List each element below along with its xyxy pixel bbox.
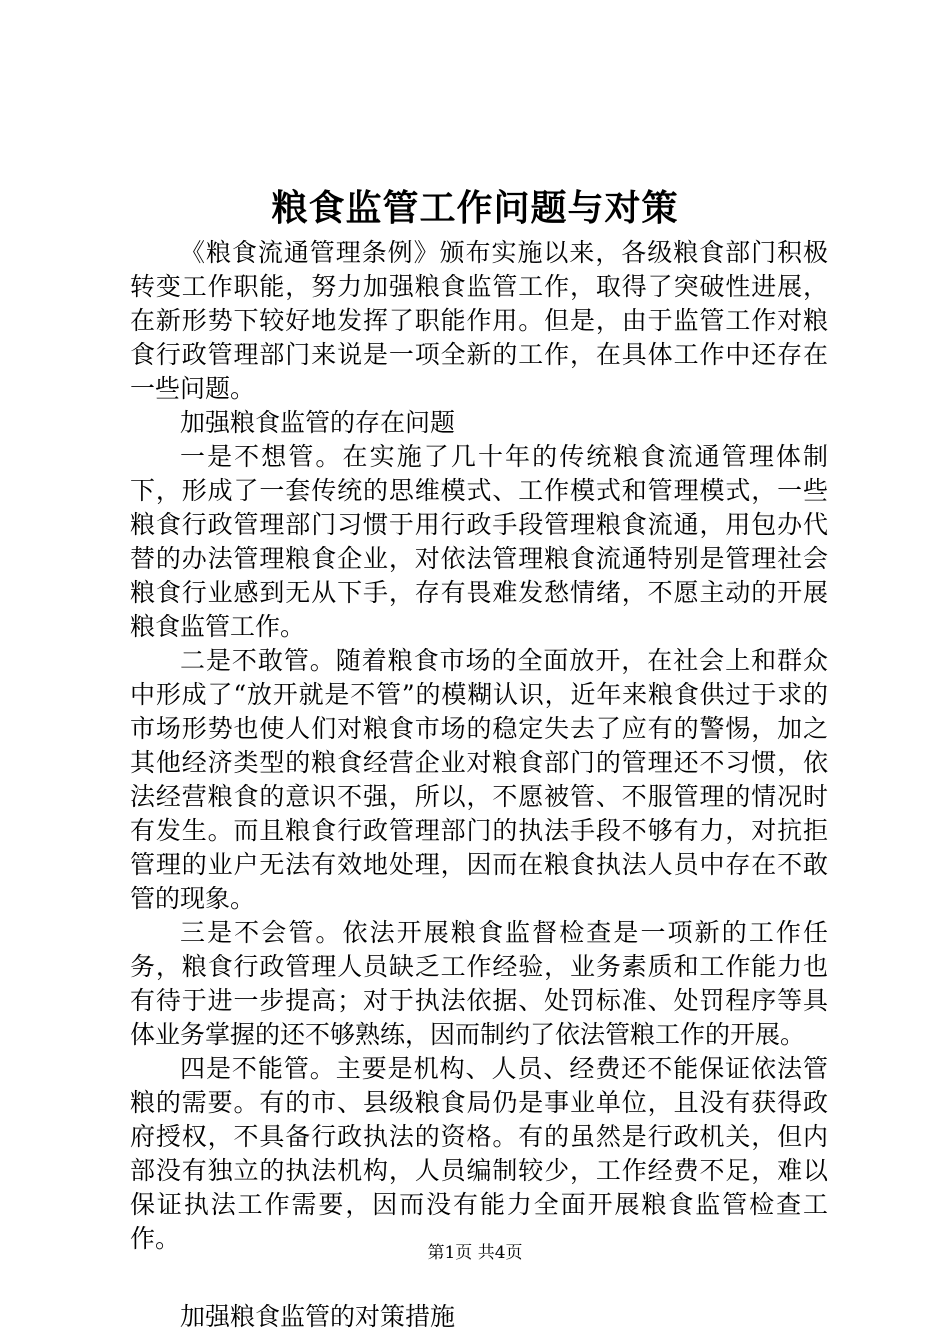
paragraph-problem-4: 四是不能管。主要是机构、人员、经费还不能保证依法管粮的需要。有的市、县级粮食局仍是事业单位，且没有获得政府授权，不具备行政执法的资格。有的虽然是行政机关，但内部没有独立的执法机构，人员编制较少，工作经费不足，难以保证执法工作需要，因而没有能力全面开展粮食监管检查工作。 bbox=[130, 1054, 828, 1253]
document-body bbox=[130, 236, 828, 1334]
paragraph-problem-1: 一是不想管。在实施了几十年的传统粮食流通管理体制下，形成了一套传统的思维模式、工作模式和管理模式，一些粮食行政管理部门习惯于用行政手段管理粮食流通，用包办代替的办法管理粮食企业，对依法管理粮食流通特别是管理社会粮食行业感到无从下手，存有畏难发愁情绪，不愿主动的开展粮食监管工作。 bbox=[130, 442, 828, 641]
section-heading-measures: 加强粮食监管的对策措施 bbox=[180, 1302, 456, 1331]
paragraph-problem-3: 三是不会管。依法开展粮食监督检查是一项新的工作任务，粮食行政管理人员缺乏工作经验，业务素质和工作能力也有待于进一步提高；对于执法依据、处罚标准、处罚程序等具体业务掌握的还不够熟练，因而制约了依法管粮工作的开展。 bbox=[130, 918, 828, 1049]
paragraph-problem-2: 二是不敢管。随着粮食市场的全面放开，在社会上和群众中形成了“放开就是不管”的模糊认识，近年来粮食供过于求的市场形势也使人们对粮食市场的稳定失去了应有的警惕，加之其他经济类型的粮食经营企业对粮食部门的管理还不习惯，依法经营粮食的意识不强，所以，不愿被管、不服管理的情况时有发生。而且粮食行政管理部门的执法手段不够有力，对抗拒管理的业户无法有效地处理，因而在粮食执法人员中存在不敢管的现象。 bbox=[130, 646, 828, 913]
section-heading-problems: 加强粮食监管的存在问题 bbox=[180, 408, 456, 437]
paragraph-intro: 《粮食流通管理条例》颁布实施以来，各级粮食部门积极转变工作职能，努力加强粮食监管工作，取得了突破性进展，在新形势下较好地发挥了职能作用。但是，由于监管工作对粮食行政管理部门来说是一项全新的工作，在具体工作中还存在一些问题。 bbox=[130, 238, 828, 403]
page-footer: 第1页 共4页 bbox=[427, 1243, 523, 1263]
document-title: 粮食监管工作问题与对策 bbox=[271, 187, 679, 229]
